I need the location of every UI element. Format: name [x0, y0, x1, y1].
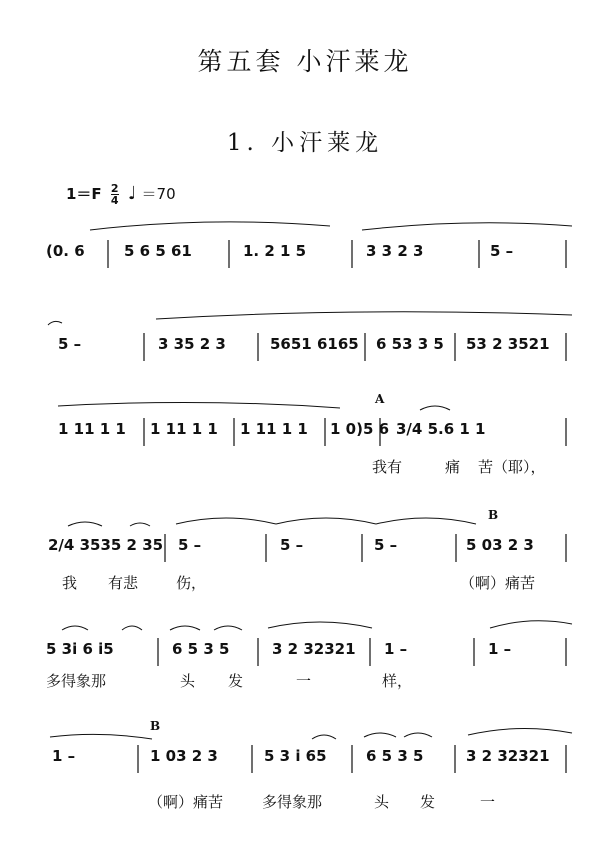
song-title: 1. 小汗莱龙	[226, 130, 384, 156]
measure: 3 2 32321	[272, 640, 356, 658]
measure: 1 03 2 3	[150, 747, 218, 765]
measure: (0. 6	[46, 242, 85, 260]
tempo-bpm: ＝70	[141, 185, 176, 203]
section-mark: A	[375, 392, 385, 406]
measure: 5 6 5 61	[124, 242, 192, 260]
measure: 5651 6165	[270, 335, 359, 353]
measure: 53 2 3521	[466, 335, 550, 353]
key-signature: 1＝F	[66, 185, 102, 203]
lyric: 多得象那	[46, 672, 107, 690]
measure: 5 3i 6 i5	[46, 640, 114, 658]
lyric: 发	[420, 793, 436, 811]
measure: 5 –	[490, 242, 514, 260]
staff-system	[0, 220, 610, 280]
measure: 6 5 3 5	[366, 747, 424, 765]
measure: 1 –	[384, 640, 408, 658]
measure: 5 –	[58, 335, 82, 353]
lyric: 我	[62, 574, 78, 592]
measure: 3/4 5.6 1 1	[396, 420, 486, 438]
lyric: 苦（耶），	[478, 458, 546, 476]
lyric: （啊）痛苦	[460, 574, 536, 592]
measure: 5 3 i 65	[264, 747, 327, 765]
staff-system	[0, 392, 610, 476]
staff-system	[0, 719, 610, 811]
measure: 2/4 3535 2 35	[48, 536, 164, 554]
measure: 1 11 1 1	[150, 420, 218, 438]
page-title: 第五套 小汗莱龙	[197, 47, 413, 76]
staff-system	[0, 620, 610, 690]
measure: 5 03 2 3	[466, 536, 534, 554]
lyric: 一	[296, 672, 312, 690]
measure: 5 –	[178, 536, 202, 554]
section-mark: B	[488, 508, 499, 522]
measure: 5 –	[280, 536, 304, 554]
section-mark: B	[150, 719, 161, 733]
lyric: 我有	[372, 458, 403, 476]
lyric: 一	[480, 793, 496, 811]
staff-system	[0, 313, 610, 373]
measure: 3 3 2 3	[366, 242, 424, 260]
measure: 6 53 3 5	[376, 335, 444, 353]
lyric: 发	[228, 672, 244, 690]
lyric: （啊）痛苦	[148, 793, 224, 811]
tempo-marking	[66, 183, 176, 206]
measure: 1. 2 1 5	[243, 242, 307, 260]
measure: 1 –	[52, 747, 76, 765]
lyric: 头	[180, 672, 196, 690]
measure: 3 35 2 3	[158, 335, 226, 353]
time-signature: $\frac{2}{4}$	[110, 182, 119, 207]
lyric: 伤，	[176, 574, 207, 592]
measure: 6 5 3 5	[172, 640, 230, 658]
measure: 1 0)5 6	[330, 420, 390, 438]
lyric: 有悲	[108, 574, 139, 592]
measure: 1 –	[488, 640, 512, 658]
lyric: 痛	[445, 458, 461, 476]
measure: 3 2 32321	[466, 747, 550, 765]
lyric: 多得象那	[262, 793, 323, 811]
measure: 1 11 1 1	[240, 420, 308, 438]
measure: 5 –	[374, 536, 398, 554]
measure: 1 11 1 1	[58, 420, 126, 438]
lyric: 头	[374, 793, 390, 811]
staff-system	[0, 508, 610, 592]
lyric: 样，	[382, 672, 413, 690]
quarter-note-icon: ♩	[127, 183, 137, 204]
